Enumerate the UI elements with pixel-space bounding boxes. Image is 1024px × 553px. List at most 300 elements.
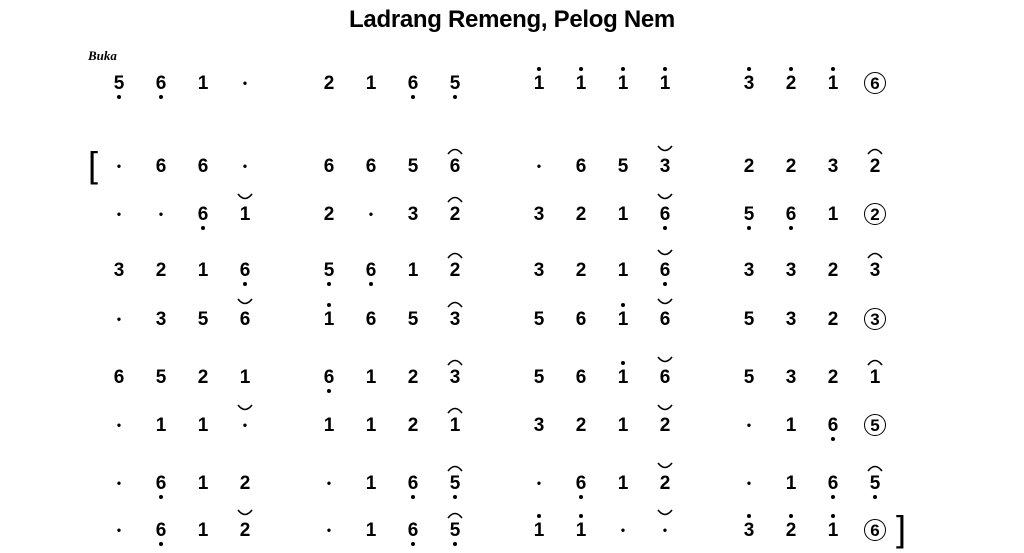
note	[820, 146, 846, 186]
note	[442, 463, 468, 503]
note-value: 6	[407, 72, 419, 94]
note-value: 1	[617, 72, 629, 94]
note-value: 1	[323, 308, 335, 330]
note	[778, 405, 804, 445]
note	[190, 146, 216, 186]
note	[568, 63, 594, 103]
note	[862, 463, 888, 503]
note-value: 1	[533, 519, 545, 541]
note-value: 5	[533, 366, 545, 388]
octave-high-dot	[831, 67, 835, 71]
note-value: 1	[617, 366, 629, 388]
note	[736, 357, 762, 397]
octave-low-dot	[159, 542, 163, 546]
note-value: 5	[197, 308, 209, 330]
note	[652, 463, 678, 503]
octave-low-dot	[663, 226, 667, 230]
note-value: 6	[155, 519, 167, 541]
notation-row	[0, 357, 1024, 397]
note	[526, 510, 552, 550]
note-value: 1	[407, 259, 419, 281]
note-value: 6	[155, 155, 167, 177]
note	[148, 299, 174, 339]
note-value: 1	[785, 472, 797, 494]
note-value: 6	[785, 203, 797, 225]
note-value: 1	[617, 472, 629, 494]
note	[820, 357, 846, 397]
kempul-arc-icon	[236, 298, 254, 308]
note-value: 5	[743, 308, 755, 330]
note	[400, 510, 426, 550]
kempul-arc-icon	[656, 193, 674, 203]
note-value: 6	[365, 308, 377, 330]
note-value: 1	[239, 366, 251, 388]
kempul-arc-icon	[236, 404, 254, 414]
note	[652, 405, 678, 445]
note-value: •	[746, 418, 752, 432]
octave-low-dot	[789, 226, 793, 230]
note-value: 2	[785, 519, 797, 541]
note	[820, 463, 846, 503]
note-value: 1	[617, 414, 629, 436]
note	[778, 250, 804, 290]
note	[232, 250, 258, 290]
note	[316, 357, 342, 397]
note-value: •	[620, 523, 626, 537]
note	[862, 250, 888, 290]
note	[358, 463, 384, 503]
note-value: •	[116, 523, 122, 537]
note-value: 2	[407, 366, 419, 388]
note-value: 1	[323, 414, 335, 436]
note	[862, 510, 888, 550]
note-value: 1	[827, 203, 839, 225]
note	[820, 250, 846, 290]
kenong-arc-icon	[446, 298, 464, 308]
kempul-arc-icon	[656, 462, 674, 472]
note	[442, 63, 468, 103]
note	[568, 194, 594, 234]
note-value: 3	[449, 308, 461, 330]
note-value: •	[536, 159, 542, 173]
note	[190, 194, 216, 234]
note-value: 1	[197, 519, 209, 541]
note	[820, 405, 846, 445]
note	[862, 194, 888, 234]
note	[568, 250, 594, 290]
note-value: 6	[827, 414, 839, 436]
note-value: •	[662, 523, 668, 537]
rest-note	[316, 463, 342, 503]
note	[316, 194, 342, 234]
notation-row	[0, 299, 1024, 339]
note	[232, 510, 258, 550]
note	[442, 299, 468, 339]
note-value: •	[326, 476, 332, 490]
note-value: 1	[197, 472, 209, 494]
note-value: 1	[785, 414, 797, 436]
note	[652, 357, 678, 397]
note	[316, 146, 342, 186]
rest-note	[526, 146, 552, 186]
note-value: 2	[323, 72, 335, 94]
note-value: 6	[575, 366, 587, 388]
note	[232, 463, 258, 503]
notation-row	[0, 146, 1024, 186]
rest-note	[232, 405, 258, 445]
note	[442, 405, 468, 445]
kenong-arc-icon	[446, 193, 464, 203]
note	[400, 463, 426, 503]
notation-row	[0, 194, 1024, 234]
note	[442, 250, 468, 290]
note	[652, 63, 678, 103]
note	[106, 63, 132, 103]
note	[442, 510, 468, 550]
note	[610, 63, 636, 103]
note	[400, 250, 426, 290]
note-value: 2	[575, 259, 587, 281]
note-value: 2	[864, 203, 886, 225]
note	[820, 63, 846, 103]
note-value: 3	[827, 155, 839, 177]
note	[778, 299, 804, 339]
buka-label: Buka	[88, 48, 117, 63]
note	[862, 357, 888, 397]
note	[736, 299, 762, 339]
repeat-open-bracket: [	[88, 144, 99, 185]
note	[862, 299, 888, 339]
note	[190, 510, 216, 550]
rest-note	[232, 63, 258, 103]
note	[190, 463, 216, 503]
note-value: 2	[155, 259, 167, 281]
note	[442, 357, 468, 397]
note	[610, 194, 636, 234]
note	[526, 250, 552, 290]
octave-high-dot	[621, 361, 625, 365]
note-value: •	[242, 418, 248, 432]
note-value: 1	[575, 72, 587, 94]
note-value: 1	[365, 519, 377, 541]
note-value: 6	[365, 155, 377, 177]
note-value: 2	[449, 203, 461, 225]
note-value: 5	[449, 472, 461, 494]
note-value: 2	[827, 259, 839, 281]
note	[316, 299, 342, 339]
note-value: 5	[407, 308, 419, 330]
note	[400, 146, 426, 186]
note-value: 2	[239, 472, 251, 494]
note	[526, 299, 552, 339]
note-value: 5	[407, 155, 419, 177]
octave-low-dot	[327, 282, 331, 286]
note-value: 1	[239, 203, 251, 225]
kenong-arc-icon	[446, 404, 464, 414]
kempul-arc-icon	[656, 249, 674, 259]
octave-high-dot	[327, 303, 331, 307]
note	[232, 357, 258, 397]
octave-high-dot	[831, 514, 835, 518]
note	[652, 299, 678, 339]
note-value: 3	[864, 308, 886, 330]
rest-note	[232, 146, 258, 186]
note	[736, 63, 762, 103]
note	[358, 357, 384, 397]
rest-note	[316, 510, 342, 550]
octave-low-dot	[579, 495, 583, 499]
note	[610, 463, 636, 503]
octave-low-dot	[411, 95, 415, 99]
note	[316, 250, 342, 290]
note-value: •	[116, 418, 122, 432]
note	[148, 510, 174, 550]
note	[568, 463, 594, 503]
note	[232, 299, 258, 339]
octave-low-dot	[117, 95, 121, 99]
kempul-arc-icon	[656, 145, 674, 155]
octave-low-dot	[453, 542, 457, 546]
kenong-arc-icon	[866, 145, 884, 155]
note-value: 2	[743, 155, 755, 177]
note-value: 5	[743, 366, 755, 388]
note-value: 3	[155, 308, 167, 330]
note	[526, 405, 552, 445]
note-value: 1	[659, 72, 671, 94]
note-value: 5	[113, 72, 125, 94]
rest-note	[106, 146, 132, 186]
rest-note	[736, 463, 762, 503]
note-value: 6	[239, 259, 251, 281]
note	[442, 146, 468, 186]
note	[778, 146, 804, 186]
note-value: 6	[449, 155, 461, 177]
note	[778, 194, 804, 234]
note-value: 6	[864, 519, 886, 541]
kempul-arc-icon	[236, 193, 254, 203]
note	[316, 405, 342, 445]
note-value: 6	[323, 155, 335, 177]
note-value: 1	[827, 72, 839, 94]
note	[148, 146, 174, 186]
rest-note	[526, 463, 552, 503]
note-value: 1	[617, 308, 629, 330]
note	[358, 146, 384, 186]
note-value: •	[368, 207, 374, 221]
note-value: 2	[659, 414, 671, 436]
note-value: •	[116, 207, 122, 221]
note	[736, 250, 762, 290]
kempul-arc-icon	[656, 509, 674, 519]
notation-row	[0, 63, 1024, 103]
octave-low-dot	[327, 389, 331, 393]
note-value: 1	[365, 72, 377, 94]
octave-low-dot	[411, 495, 415, 499]
note	[148, 463, 174, 503]
note-value: 1	[197, 259, 209, 281]
rest-note	[106, 405, 132, 445]
note	[190, 405, 216, 445]
kempul-arc-icon	[656, 404, 674, 414]
note-value: 1	[617, 203, 629, 225]
note-value: 2	[785, 155, 797, 177]
note-value: 2	[407, 414, 419, 436]
note	[358, 405, 384, 445]
note-value: •	[536, 476, 542, 490]
kenong-arc-icon	[866, 462, 884, 472]
note-value: 2	[239, 519, 251, 541]
octave-high-dot	[537, 514, 541, 518]
note	[610, 405, 636, 445]
note-value: 1	[365, 414, 377, 436]
note-value: 2	[869, 155, 881, 177]
note-value: 6	[239, 308, 251, 330]
octave-low-dot	[663, 282, 667, 286]
note	[820, 194, 846, 234]
note	[190, 357, 216, 397]
note	[106, 250, 132, 290]
octave-high-dot	[621, 67, 625, 71]
octave-high-dot	[579, 514, 583, 518]
note-value: 6	[659, 308, 671, 330]
rest-note	[106, 194, 132, 234]
octave-low-dot	[453, 95, 457, 99]
note-value: 6	[113, 366, 125, 388]
note-value: 3	[533, 414, 545, 436]
note-value: 1	[365, 472, 377, 494]
octave-high-dot	[747, 67, 751, 71]
octave-high-dot	[537, 67, 541, 71]
note-value: 6	[659, 259, 671, 281]
note	[148, 357, 174, 397]
octave-low-dot	[159, 495, 163, 499]
note	[568, 357, 594, 397]
note	[148, 63, 174, 103]
notation-row	[0, 405, 1024, 445]
note	[778, 463, 804, 503]
note	[736, 510, 762, 550]
rest-note	[106, 463, 132, 503]
note	[862, 63, 888, 103]
note-value: 2	[575, 414, 587, 436]
notation-row	[0, 463, 1024, 503]
note-value: 6	[197, 155, 209, 177]
octave-low-dot	[243, 282, 247, 286]
note-value: •	[746, 476, 752, 490]
note	[568, 405, 594, 445]
note-value: 3	[785, 308, 797, 330]
octave-high-dot	[579, 67, 583, 71]
note	[526, 194, 552, 234]
note	[778, 510, 804, 550]
note-value: 1	[365, 366, 377, 388]
note	[652, 146, 678, 186]
octave-low-dot	[831, 437, 835, 441]
note-value: 6	[365, 259, 377, 281]
octave-low-dot	[411, 542, 415, 546]
note-value: 3	[449, 366, 461, 388]
notation-row	[0, 250, 1024, 290]
note	[190, 299, 216, 339]
note	[400, 357, 426, 397]
note-value: •	[242, 76, 248, 90]
kenong-arc-icon	[446, 249, 464, 259]
octave-low-dot	[159, 95, 163, 99]
note-value: 3	[533, 259, 545, 281]
note-value: •	[116, 476, 122, 490]
note-value: 2	[323, 203, 335, 225]
note	[190, 250, 216, 290]
note-value: 3	[113, 259, 125, 281]
note	[232, 194, 258, 234]
note-value: 5	[617, 155, 629, 177]
note-value: 3	[407, 203, 419, 225]
note	[442, 194, 468, 234]
note	[400, 405, 426, 445]
kenong-arc-icon	[446, 145, 464, 155]
note-value: 1	[155, 414, 167, 436]
note-value: 2	[827, 366, 839, 388]
note-value: 2	[827, 308, 839, 330]
kenong-arc-icon	[446, 462, 464, 472]
note-value: 2	[449, 259, 461, 281]
note-value: 1	[197, 72, 209, 94]
note	[736, 146, 762, 186]
note-value: 6	[575, 308, 587, 330]
note	[400, 194, 426, 234]
note	[610, 357, 636, 397]
note	[652, 194, 678, 234]
rest-note	[610, 510, 636, 550]
note-value: 6	[323, 366, 335, 388]
octave-high-dot	[747, 514, 751, 518]
rest-note	[148, 194, 174, 234]
note-value: 1	[449, 414, 461, 436]
note	[148, 405, 174, 445]
note	[358, 510, 384, 550]
note	[568, 299, 594, 339]
note-value: 3	[869, 259, 881, 281]
kenong-arc-icon	[446, 509, 464, 519]
octave-high-dot	[789, 514, 793, 518]
note	[610, 146, 636, 186]
kenong-arc-icon	[446, 356, 464, 366]
note	[862, 405, 888, 445]
note-value: •	[158, 207, 164, 221]
note	[526, 63, 552, 103]
note-value: 6	[407, 519, 419, 541]
note-value: 1	[575, 519, 587, 541]
note-value: 6	[575, 155, 587, 177]
note-value: 5	[323, 259, 335, 281]
note-value: •	[326, 523, 332, 537]
note-value: 2	[785, 72, 797, 94]
note-value: 3	[743, 519, 755, 541]
note	[862, 146, 888, 186]
note-value: 6	[827, 472, 839, 494]
note-value: 5	[869, 472, 881, 494]
octave-high-dot	[621, 303, 625, 307]
note-value: 1	[869, 366, 881, 388]
note	[736, 194, 762, 234]
note-value: 2	[575, 203, 587, 225]
rest-note	[106, 510, 132, 550]
note	[316, 63, 342, 103]
note	[568, 510, 594, 550]
note	[106, 357, 132, 397]
note	[148, 250, 174, 290]
note-value: 1	[827, 519, 839, 541]
